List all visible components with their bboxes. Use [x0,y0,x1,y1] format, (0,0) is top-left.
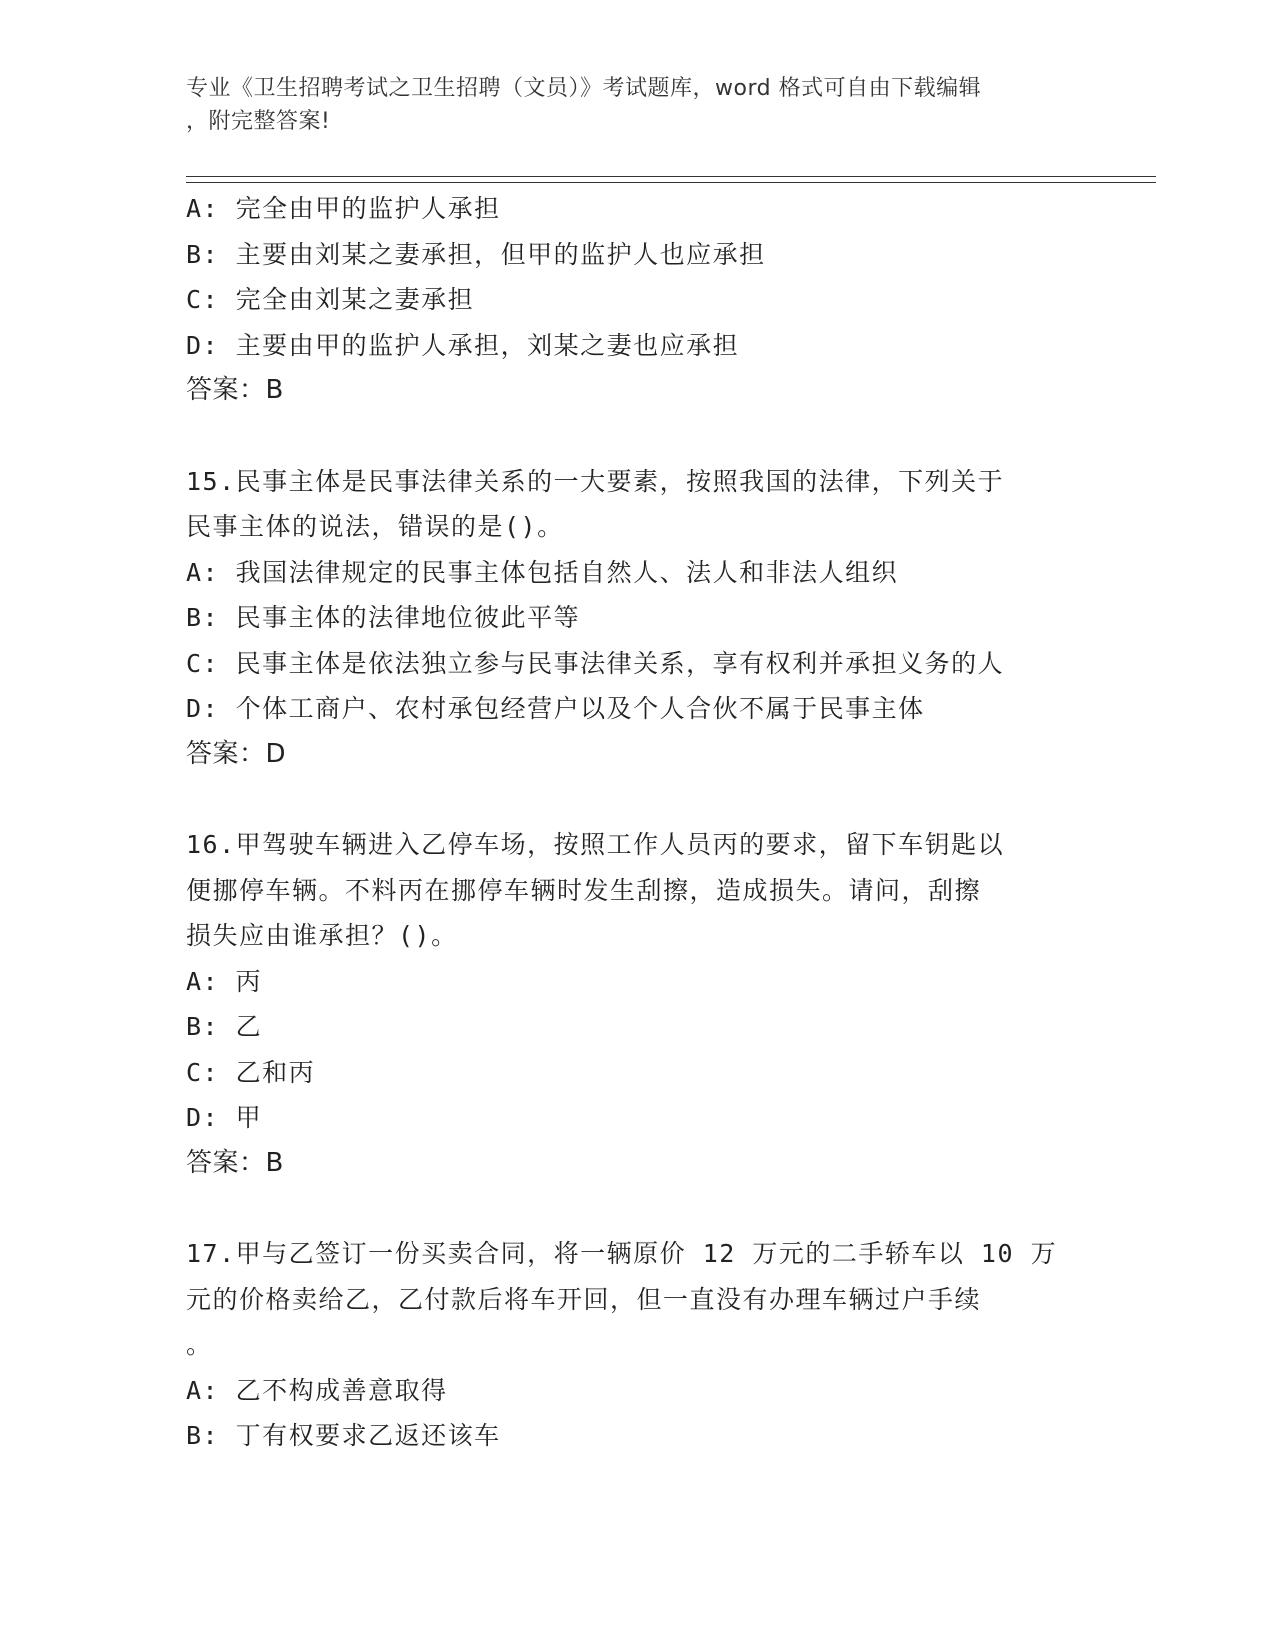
question-text-line: 16.甲驾驶车辆进入乙停车场，按照工作人员丙的要求，留下车钥匙以 [186,830,1005,859]
spacer [186,777,1086,822]
option-c: C: 完全由刘某之妻承担 [186,285,475,314]
question-14 [186,186,1086,414]
option-d: D: 主要由甲的监护人承担，刘某之妻也应承担 [186,330,740,360]
option-a: A: 我国法律规定的民事主体包括自然人、法人和非法人组织 [186,557,899,587]
option-c: C: 民事主体是依法独立参与民事法律关系，享有权利并承担义务的人 [186,648,1005,678]
option-d: D: 甲 [186,1103,263,1132]
header-divider-top [186,176,1156,177]
question-text-line: 便挪停车辆。不料丙在挪停车辆时发生刮擦，造成损失。请问，刮擦 [186,875,982,905]
question-text-line: 损失应由谁承担？()。 [186,921,458,950]
option-a: A: 丙 [186,966,263,996]
question-text-line: 15.民事主体是民事法律关系的一大要素，按照我国的法律，下列关于 [186,466,1005,496]
spacer [186,414,1086,459]
option-b: B: 主要由刘某之妻承担，但甲的监护人也应承担 [186,239,766,269]
header-line-1: 专业《卫生招聘考试之卫生招聘（文员）》考试题库，word 格式可自由下载编辑 [186,76,982,101]
header-line-2: ，附完整答案! [186,109,331,134]
question-text-line: 元的价格卖给乙，乙付款后将车开回，但一直没有办理车辆过户手续 [186,1284,982,1314]
question-text-line: 民事主体的说法，错误的是()。 [186,512,564,541]
question-17 [186,1231,1086,1459]
question-text-line: 。 [186,1330,213,1359]
option-a: A: 乙不构成善意取得 [186,1375,448,1405]
question-list [186,186,1086,1459]
document-header [186,72,1066,138]
option-b: B: 民事主体的法律地位彼此平等 [186,603,581,632]
spacer [186,1186,1086,1231]
question-text-line: 17.甲与乙签订一份买卖合同，将一辆原价 12 万元的二手轿车以 10 万 [186,1239,1058,1268]
option-b: B: 丁有权要求乙返还该车 [186,1421,501,1450]
option-d: D: 个体工商户、农村承包经营户以及个人合伙不属于民事主体 [186,694,925,723]
option-a: A: 完全由甲的监护人承担 [186,194,501,223]
option-b: B: 乙 [186,1012,263,1041]
answer: 答案：B [186,1147,284,1178]
question-16 [186,822,1086,1186]
option-c: C: 乙和丙 [186,1057,316,1087]
question-15 [186,459,1086,778]
header-divider-bottom [186,182,1156,183]
answer: 答案：B [186,375,284,405]
answer: 答案：D [186,738,287,769]
